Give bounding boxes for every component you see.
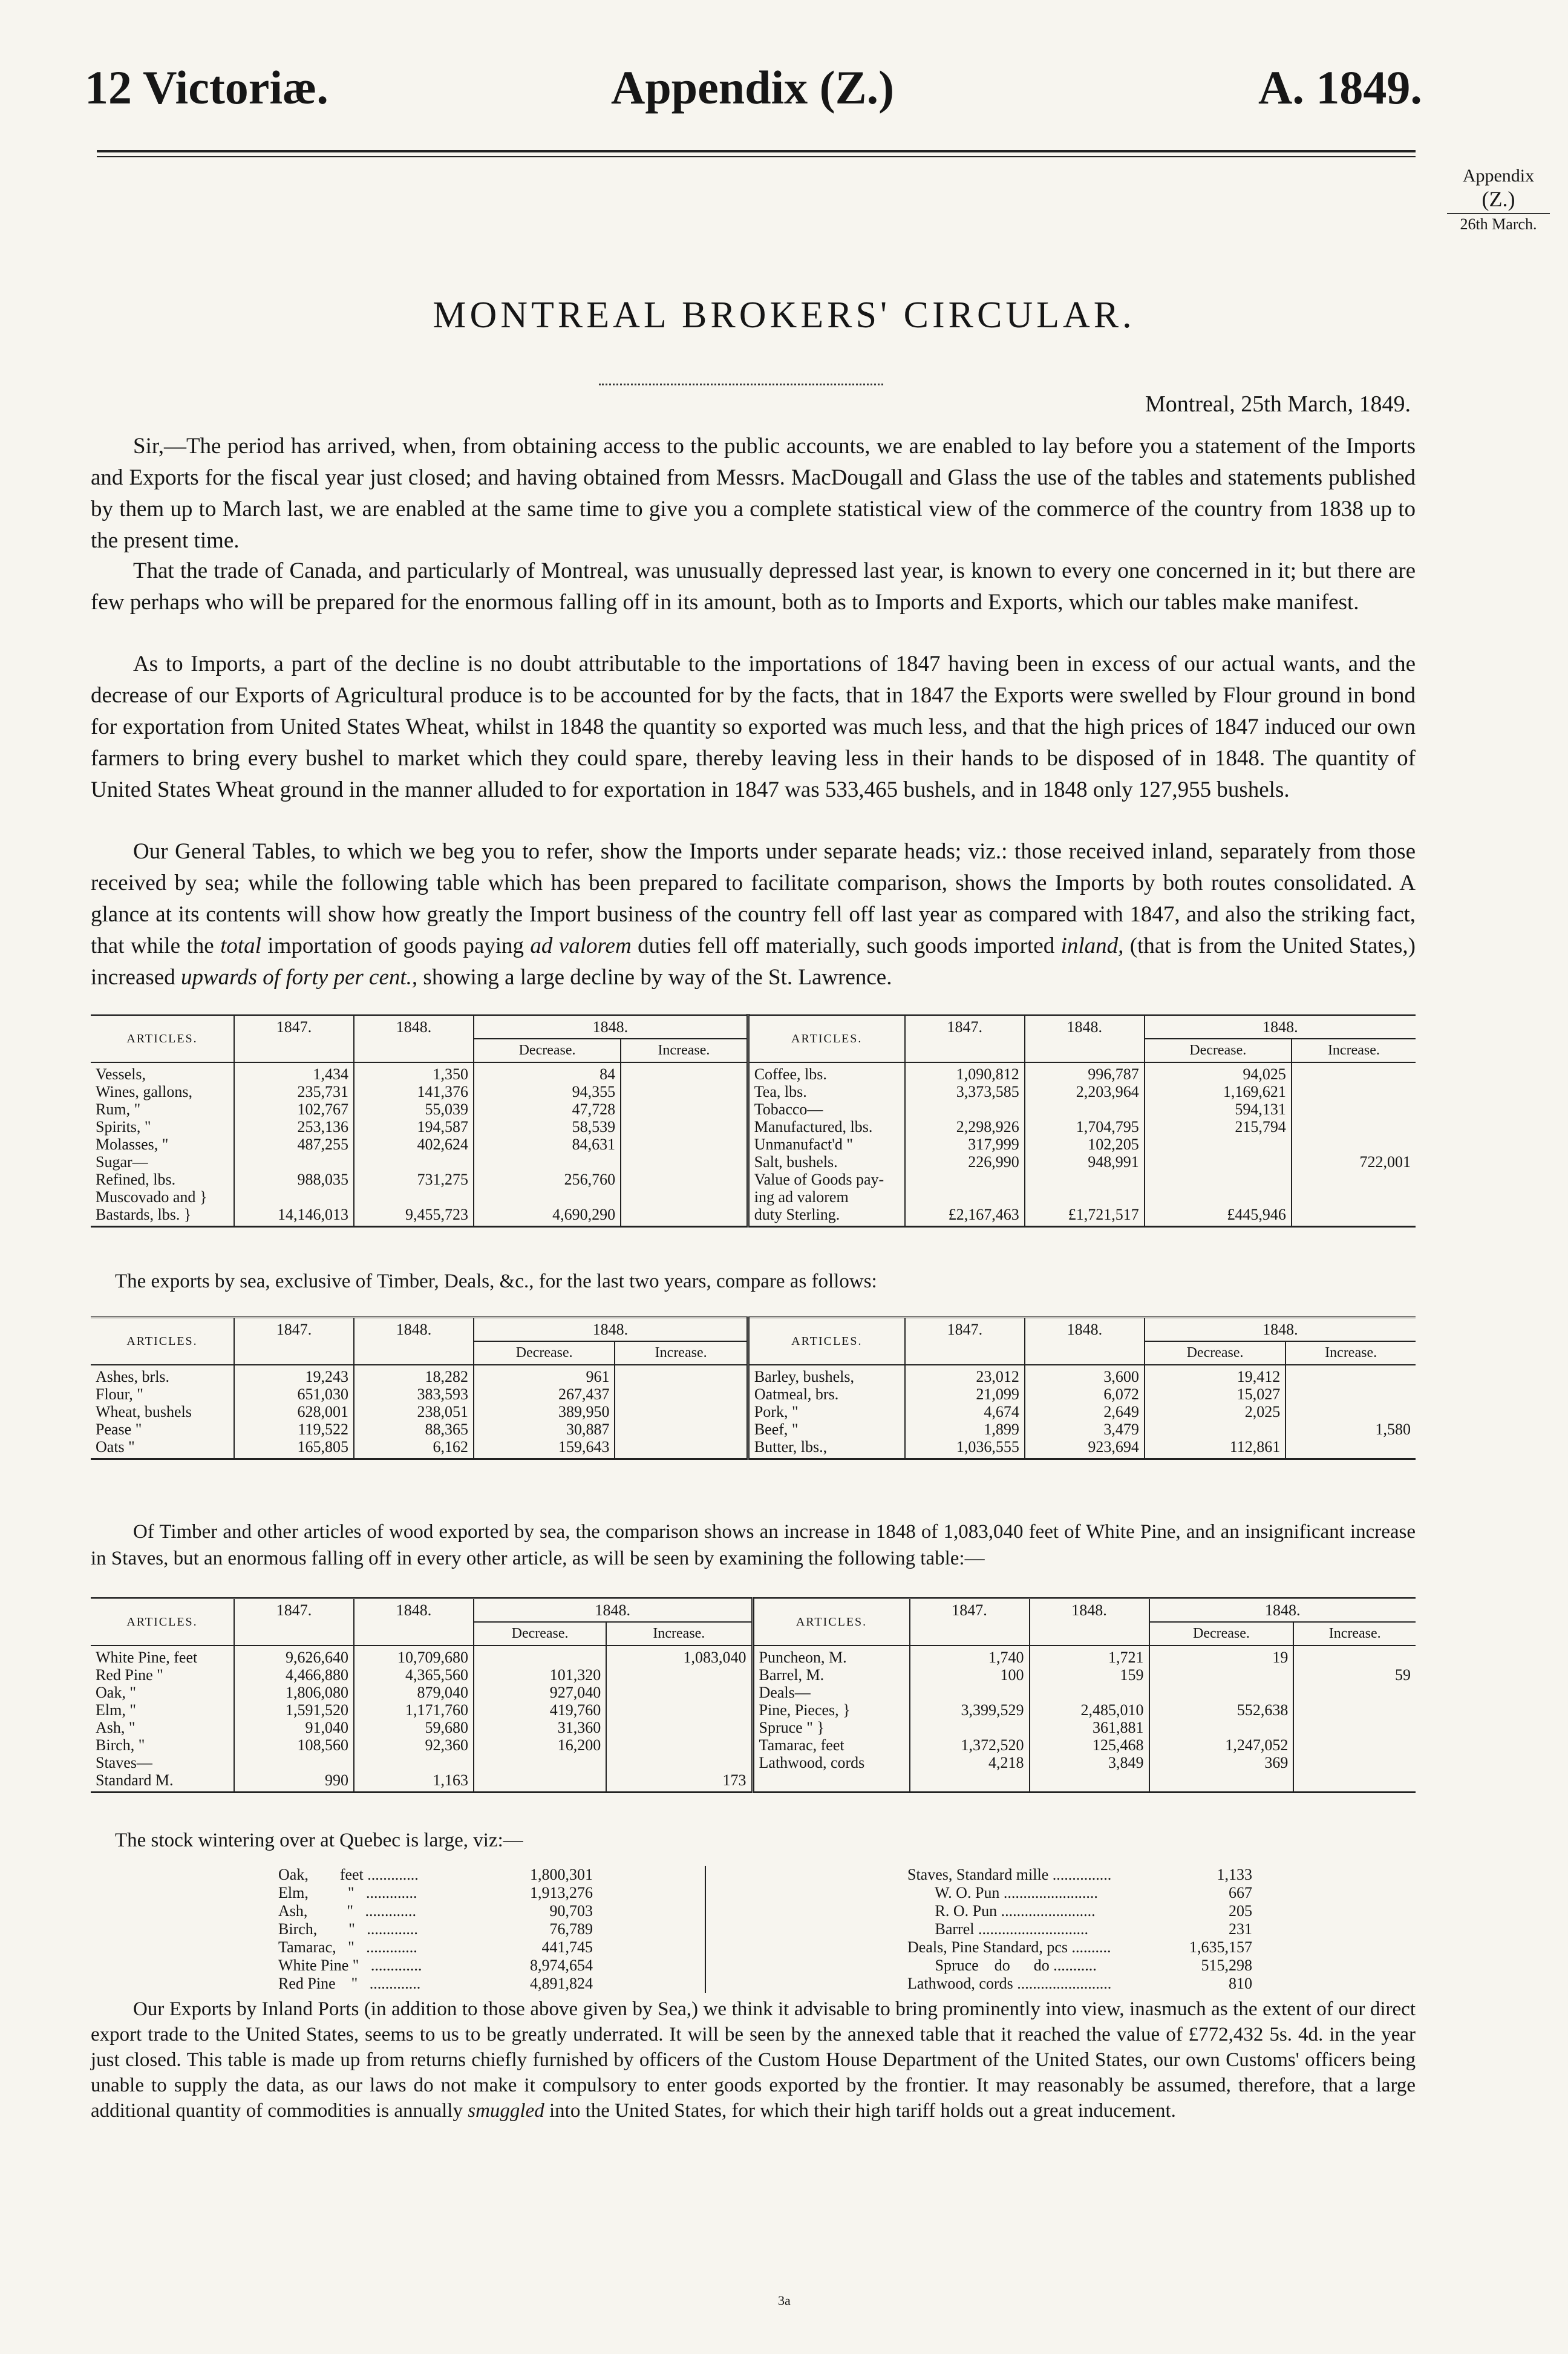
p4-d: (that is from the United States,) increased bbox=[91, 933, 1416, 990]
header-right: A. 1849. bbox=[1258, 61, 1422, 114]
col-1847: 1847. bbox=[234, 1015, 354, 1063]
timber-left-labels: White Pine, feet Red Pine " Oak, " Elm, " Ash, " Birch, " Staves— Standard M. bbox=[96, 1649, 198, 1789]
col-decrease-r: Decrease. bbox=[1149, 1622, 1294, 1646]
imports-left-decrease: 84 94,355 47,728 58,539 84,631 256,760 4,690,290 bbox=[474, 1062, 621, 1227]
p4-adval: ad valorem bbox=[530, 933, 632, 958]
col-decrease: Decrease. bbox=[474, 1622, 606, 1646]
col-increase: Increase. bbox=[615, 1341, 748, 1365]
side-note bbox=[1429, 166, 1568, 234]
timber-left-1848: 10,709,680 4,365,560 879,040 1,171,760 59,680 92,360 1,163 bbox=[354, 1646, 474, 1793]
col-decrease-r: Decrease. bbox=[1145, 1039, 1292, 1062]
page-title: MONTREAL BROKERS' CIRCULAR. bbox=[433, 295, 1135, 336]
col-decrease: Decrease. bbox=[474, 1341, 615, 1365]
timber-right-increase: 59 bbox=[1293, 1646, 1416, 1793]
side-note-brace bbox=[1447, 213, 1550, 214]
col-1848-r: 1848. bbox=[1025, 1318, 1145, 1365]
col-1848-r: 1848. bbox=[1030, 1598, 1149, 1646]
place-date: Montreal, 25th March, 1849. bbox=[1145, 391, 1411, 417]
paragraph-4 bbox=[91, 836, 1416, 993]
exports-right-decrease: 19,412 15,027 2,025 112,861 bbox=[1145, 1365, 1285, 1459]
col-1848: 1848. bbox=[354, 1318, 474, 1365]
p4-total: total bbox=[220, 933, 261, 958]
timber-right-decrease: 19 552,638 1,247,052 369 bbox=[1149, 1646, 1294, 1793]
exports-left-decrease: 961 267,437 389,950 30,887 159,643 bbox=[474, 1365, 615, 1459]
col-decrease: Decrease. bbox=[474, 1039, 621, 1062]
table-header-row bbox=[91, 1318, 1416, 1342]
col-increase: Increase. bbox=[621, 1039, 748, 1062]
table-row bbox=[91, 1062, 1416, 1227]
side-note-line3: 26th March. bbox=[1460, 215, 1537, 233]
col-articles-r: ARTICLES. bbox=[753, 1598, 910, 1646]
col-1848-diff-r: 1848. bbox=[1149, 1598, 1416, 1623]
timber-table bbox=[91, 1597, 1416, 1793]
col-articles-r: ARTICLES. bbox=[748, 1318, 905, 1365]
col-1848-diff-r: 1848. bbox=[1145, 1318, 1416, 1342]
imports-left-increase bbox=[621, 1062, 748, 1227]
p4-b: importation of goods paying bbox=[261, 933, 531, 958]
p4-upwards: upwards of forty per cent., bbox=[180, 965, 418, 990]
col-1847-r: 1847. bbox=[910, 1598, 1030, 1646]
header-left: 12 Victoriæ. bbox=[85, 61, 328, 114]
col-1848-diff-r: 1848. bbox=[1145, 1015, 1416, 1039]
table-row bbox=[91, 1365, 1416, 1459]
imports-table bbox=[91, 1014, 1416, 1228]
imports-right-labels: Coffee, lbs. Tea, lbs. Tobacco— Manufactured, lbs. Unmanufact'd " Salt, bushels. Value of Goods pay- ing ad valorem duty Sterling. bbox=[748, 1062, 905, 1227]
side-note-line2: (Z.) bbox=[1481, 187, 1515, 211]
stock-left-labels: Oak, feet ............. Elm, " ............. Ash, " ............. Birch, " ............. Tamarac, " ............. White Pine " ............. Red Pine " ............. bbox=[278, 1866, 422, 1992]
col-increase-r: Increase. bbox=[1285, 1341, 1416, 1365]
paragraph-3: As to Imports, a part of the decline is no doubt attributable to the importations of 1847 having been in excess of our actual wants, and the decrease of our Exports of Agricultural produce is to be accounted for by the facts, that in 1847 the Exports were swelled by Flour ground in bond for exportation from United States Wheat, whilst in 1848 the quantity so exported was much less, and that the high prices of 1847 induced our own farmers to bring every bushel to market which they could spare, thereby leaving less in their hands to be disposed of in 1848. The quantity of United States Wheat ground in the manner alluded to for exportation in 1847 was 533,465 bushels, and in 1848 only 127,955 bushels. bbox=[91, 652, 1416, 802]
col-1847-r: 1847. bbox=[905, 1318, 1025, 1365]
final-smuggled: smuggled bbox=[468, 2100, 544, 2122]
imports-left-labels: Vessels, Wines, gallons, Rum, " Spirits, " Molasses, " Sugar— Refined, lbs. Muscovado and } Bastards, lbs. } bbox=[96, 1065, 207, 1223]
col-1847: 1847. bbox=[234, 1598, 354, 1646]
note-stock: The stock wintering over at Quebec is large, viz:— bbox=[115, 1829, 523, 1851]
exports-right-increase: 1,580 bbox=[1285, 1365, 1416, 1459]
stock-right-values: 1,133 667 205 231 1,635,157 515,298 810 bbox=[1189, 1866, 1252, 1992]
header-rule bbox=[97, 150, 1416, 152]
col-articles: ARTICLES. bbox=[91, 1598, 234, 1646]
imports-left-1848: 1,350 141,376 55,039 194,587 402,624 731,275 9,455,723 bbox=[354, 1062, 474, 1227]
col-1848-r: 1848. bbox=[1025, 1015, 1145, 1063]
timber-left-1847: 9,626,640 4,466,880 1,806,080 1,591,520 91,040 108,560 990 bbox=[234, 1646, 354, 1793]
header-rule-thin bbox=[97, 156, 1416, 157]
col-increase-r: Increase. bbox=[1292, 1039, 1416, 1062]
p4-e: showing a large decline by way of the St. Lawrence. bbox=[417, 965, 892, 990]
col-1848-diff: 1848. bbox=[474, 1015, 748, 1039]
imports-right-increase: 722,001 bbox=[1292, 1062, 1416, 1227]
col-1848: 1848. bbox=[354, 1598, 474, 1646]
exports-left-1847: 19,243 651,030 628,001 119,522 165,805 bbox=[234, 1365, 354, 1459]
col-1848-diff: 1848. bbox=[474, 1318, 748, 1342]
table-header-row bbox=[91, 1598, 1416, 1623]
p4-c: duties fell off materially, such goods imported bbox=[631, 933, 1061, 958]
col-1848-diff: 1848. bbox=[474, 1598, 753, 1623]
exports-left-increase bbox=[615, 1365, 748, 1459]
exports-left-1848: 18,282 383,593 238,051 88,365 6,162 bbox=[354, 1365, 474, 1459]
paragraph-2: That the trade of Canada, and particularly of Montreal, was unusually depressed last year, is known to every one concerned in it; but there are few perhaps who will be prepared for the enormous falling off in its amount, both as to Imports and Exports, which our tables make manifest. bbox=[91, 558, 1416, 615]
note-timber: Of Timber and other articles of wood exported by sea, the comparison shows an increase in 1848 of 1,083,040 feet of White Pine, and an insignificant increase in Staves, but an enormous falling off in every other article, as will be seen by examining the following table:— bbox=[91, 1521, 1416, 1569]
p4-inland: inland, bbox=[1060, 933, 1124, 958]
stock-right-labels: Staves, Standard mille ............... W. O. Pun ........................ R. O. Pun ........................ Barrel ............................ Deals, Pine Standard, pcs .......... Spruce do do ........... Lathwood, cords ........................ bbox=[907, 1866, 1112, 1992]
imports-right-1847: 1,090,812 3,373,585 2,298,926 317,999 226,990 £2,167,463 bbox=[905, 1062, 1025, 1227]
signature-mark: 3a bbox=[778, 2293, 791, 2308]
stock-divider bbox=[705, 1866, 706, 1993]
timber-left-decrease: 101,320 927,040 419,760 31,360 16,200 bbox=[474, 1646, 606, 1793]
imports-left-1847: 1,434 235,731 102,767 253,136 487,255 988,035 14,146,013 bbox=[234, 1062, 354, 1227]
col-articles: ARTICLES. bbox=[91, 1318, 234, 1365]
timber-right-1848: 1,721 159 2,485,010 361,881 125,468 3,849 bbox=[1030, 1646, 1149, 1793]
stock-left-values: 1,800,301 1,913,276 90,703 76,789 441,745 8,974,654 4,891,824 bbox=[530, 1866, 593, 1992]
timber-right-labels: Puncheon, M. Barrel, M. Deals— Pine, Pieces, } Spruce " } Tamarac, feet Lathwood, cords bbox=[753, 1646, 910, 1793]
col-decrease-r: Decrease. bbox=[1145, 1341, 1285, 1365]
col-1847-r: 1847. bbox=[905, 1015, 1025, 1063]
table-header-row bbox=[91, 1015, 1416, 1039]
col-increase-r: Increase. bbox=[1293, 1622, 1416, 1646]
header-center: Appendix (Z.) bbox=[611, 61, 895, 114]
exports-left-labels: Ashes, brls. Flour, " Wheat, bushels Pease " Oats " bbox=[96, 1368, 192, 1456]
col-increase: Increase. bbox=[606, 1622, 753, 1646]
side-note-line1: Appendix bbox=[1462, 166, 1535, 186]
col-articles-r: ARTICLES. bbox=[748, 1015, 905, 1063]
exports-right-1848: 3,600 6,072 2,649 3,479 923,694 bbox=[1025, 1365, 1145, 1459]
final-b: into the United States, for which their high tariff holds out a great inducement. bbox=[544, 2100, 1176, 2122]
final-a: Our Exports by Inland Ports (in addition to those above given by Sea,) we think it advisable to bring prominently into view, inasmuch as the extent of our direct export trade to the United States, seems to us to be greatly underrated. It will be seen by the annexed table that it reached the value of £772,432 5s. 4d. in the year just closed. This table is made up from returns chiefly furnished by officers of the Custom House Department of the United States, our own Customs' officers being unable to supply the data, as our laws do not make it compulsory to enter goods exported by the frontier. It may reasonably be assumed, therefore, that a large additional quantity of commodities is annually bbox=[91, 1998, 1416, 2122]
exports-right-labels: Barley, bushels, Oatmeal, brs. Pork, " Beef, " Butter, lbs., bbox=[748, 1365, 905, 1459]
paragraph-1: Sir,—The period has arrived, when, from obtaining access to the public accounts, we are enabled to lay before you a statement of the Imports and Exports for the fiscal year just closed; and having obtained from Messrs. MacDougall and Glass the use of the tables and statements published by them up to March last, we are enabled at the same time to give you a complete statistical view of the commerce of the country from 1838 up to the present time. bbox=[91, 434, 1416, 553]
title-ornament bbox=[599, 380, 883, 385]
col-articles: ARTICLES. bbox=[91, 1015, 234, 1063]
col-1848: 1848. bbox=[354, 1015, 474, 1063]
p4-a: Our General Tables, to which we beg you to refer, show the Imports under separate heads; viz.: those received inland, separately from those received by sea; while the following table which has been prepared to facilitate comparison, shows the Imports by both routes consolidated. A glance at its contents will show how greatly the Import business of the country fell off last year as compared with 1847, and also the striking fact, that while the bbox=[91, 839, 1416, 958]
table-row bbox=[91, 1646, 1416, 1793]
paragraph-final bbox=[91, 1996, 1416, 2124]
timber-left-increase: 1,083,040 173 bbox=[606, 1646, 753, 1793]
exports-table bbox=[91, 1316, 1416, 1460]
note-exports: The exports by sea, exclusive of Timber, Deals, &c., for the last two years, compare as follows: bbox=[115, 1270, 877, 1292]
imports-right-1848: 996,787 2,203,964 1,704,795 102,205 948,991 £1,721,517 bbox=[1025, 1062, 1145, 1227]
col-1847: 1847. bbox=[234, 1318, 354, 1365]
imports-right-decrease: 94,025 1,169,621 594,131 215,794 £445,946 bbox=[1145, 1062, 1292, 1227]
timber-right-1847: 1,740 100 3,399,529 1,372,520 4,218 bbox=[910, 1646, 1030, 1793]
exports-right-1847: 23,012 21,099 4,674 1,899 1,036,555 bbox=[905, 1365, 1025, 1459]
